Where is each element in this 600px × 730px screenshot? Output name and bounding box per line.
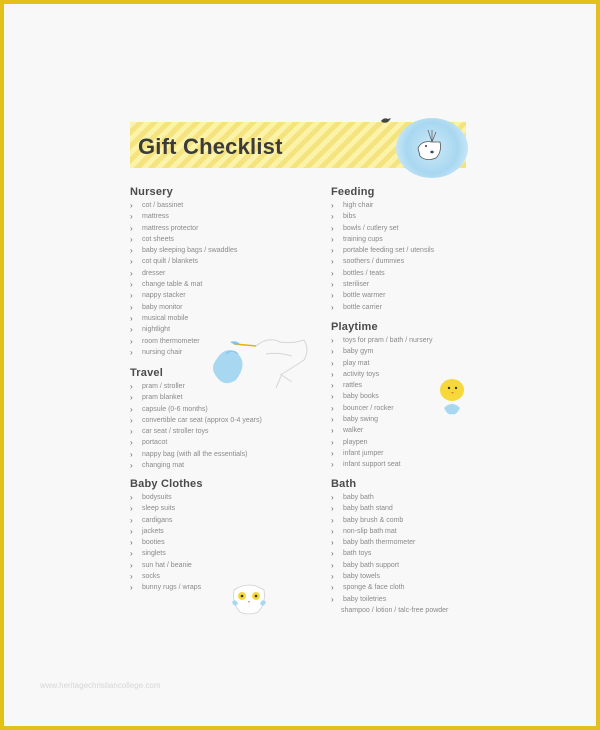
list-item: › bowls / cutlery set xyxy=(331,223,399,233)
chevron-icon: › xyxy=(130,538,133,548)
chevron-icon: › xyxy=(130,382,133,391)
list-item: › musical mobile xyxy=(130,313,189,323)
list-item: › baby toiletries xyxy=(331,594,387,604)
chevron-icon: › xyxy=(130,325,133,335)
list-item: › baby sleeping bags / swaddles xyxy=(130,246,238,256)
chevron-icon: › xyxy=(331,369,334,379)
list-item: › cot / bassinet xyxy=(130,201,184,210)
list-item: shampoo / lotion / talc-free powder xyxy=(341,606,449,614)
page-title: Gift Checklist xyxy=(138,134,283,159)
chevron-icon: › xyxy=(331,392,334,402)
section-heading: Feeding xyxy=(331,186,375,198)
chevron-icon: › xyxy=(331,291,334,301)
list-item: › bottles / teats xyxy=(331,268,385,278)
chevron-icon: › xyxy=(331,280,334,290)
list-item: › steriliser xyxy=(331,280,370,290)
list-item: › sponge & face cloth xyxy=(331,583,405,593)
list-item: › baby bath xyxy=(331,493,374,502)
list-item: › infant jumper xyxy=(331,448,384,458)
list-item: › portable feeding set / utensils xyxy=(331,246,435,256)
section-heading: Bath xyxy=(331,478,357,490)
list-item: › baby gym xyxy=(331,347,374,357)
list-item: › bodysuits xyxy=(130,493,172,502)
section-playtime xyxy=(331,321,432,471)
list-item: › booties xyxy=(130,538,165,548)
chevron-icon: › xyxy=(331,560,334,570)
list-item: › infant support seat xyxy=(331,460,401,470)
chevron-icon: › xyxy=(331,246,334,256)
list-item: › bouncer / rocker xyxy=(331,403,394,413)
section-heading: Playtime xyxy=(331,321,378,333)
chevron-icon: › xyxy=(331,201,334,210)
chevron-icon: › xyxy=(130,246,133,256)
chevron-icon: › xyxy=(130,223,133,233)
list-item: › baby swing xyxy=(331,415,379,425)
owl-icon xyxy=(228,582,270,616)
chevron-icon: › xyxy=(331,381,334,391)
chevron-icon: › xyxy=(331,538,334,548)
section-heading: Baby Clothes xyxy=(130,478,203,490)
chevron-icon: › xyxy=(331,257,334,267)
chevron-icon: › xyxy=(331,358,334,368)
chevron-icon: › xyxy=(130,234,133,244)
list-item: › convertible car seat (approx 0-4 years) xyxy=(130,415,262,425)
chevron-icon: › xyxy=(130,347,133,357)
chevron-icon: › xyxy=(331,572,334,582)
list-item: › sun hat / beanie xyxy=(130,560,192,570)
list-item: › portacot xyxy=(130,438,168,448)
list-item: › sleep suits xyxy=(130,504,176,514)
chevron-icon: › xyxy=(331,234,334,244)
list-item: › rattles xyxy=(331,381,363,391)
chevron-icon: › xyxy=(331,403,334,413)
list-item: › toys for pram / bath / nursery xyxy=(331,336,433,345)
list-item: › activity toys xyxy=(331,369,380,379)
chevron-icon: › xyxy=(130,268,133,278)
list-item: › room thermometer xyxy=(130,336,200,346)
list-item: › baby bath support xyxy=(331,560,400,570)
chevron-icon: › xyxy=(130,280,133,290)
chevron-icon: › xyxy=(130,583,133,593)
chevron-icon: › xyxy=(331,515,334,525)
chevron-icon: › xyxy=(130,404,133,414)
chevron-icon: › xyxy=(331,504,334,514)
chevron-icon: › xyxy=(130,336,133,346)
section-bath xyxy=(331,478,448,616)
list-item: › singlets xyxy=(130,549,166,559)
list-item: › baby bath thermometer xyxy=(331,538,416,548)
list-item: › nursing chair xyxy=(130,347,183,357)
list-item: › bottle warmer xyxy=(331,291,386,301)
list-item: › changing mat xyxy=(130,461,185,471)
chevron-icon: › xyxy=(130,526,133,536)
list-item: › cot sheets xyxy=(130,234,174,244)
bird-on-blob-icon xyxy=(396,118,468,178)
list-item: › walker xyxy=(331,426,364,436)
section-feeding xyxy=(331,186,434,313)
list-item: › bath toys xyxy=(331,549,372,559)
list-item: › bunny rugs / wraps xyxy=(130,583,202,593)
chevron-icon: › xyxy=(331,583,334,593)
list-item: › high chair xyxy=(331,201,374,210)
list-item: › pram / stroller xyxy=(130,382,185,391)
list-item: › nappy bag (with all the essentials) xyxy=(130,449,248,459)
chevron-icon: › xyxy=(130,549,133,559)
chevron-icon: › xyxy=(130,291,133,301)
chevron-icon: › xyxy=(331,302,334,312)
chevron-icon: › xyxy=(130,427,133,437)
chevron-icon: › xyxy=(130,257,133,267)
section-heading: Nursery xyxy=(130,186,173,198)
list-item: › play mat xyxy=(331,358,370,368)
chevron-icon: › xyxy=(130,515,133,525)
list-item: › playpen xyxy=(331,437,368,447)
chevron-icon: › xyxy=(331,448,334,458)
chevron-icon: › xyxy=(331,426,334,436)
list-item: › training cups xyxy=(331,234,383,244)
chevron-icon: › xyxy=(130,461,133,471)
chevron-icon: › xyxy=(331,594,334,604)
stork-bundle-icon xyxy=(206,330,318,392)
chevron-icon: › xyxy=(130,560,133,570)
list-item: › nightlight xyxy=(130,325,171,335)
chevron-icon: › xyxy=(331,460,334,470)
list-item: › pram blanket xyxy=(130,393,183,403)
chevron-icon: › xyxy=(331,493,334,502)
list-item: › soothers / dummies xyxy=(331,257,405,267)
small-bird-icon xyxy=(380,116,392,124)
chevron-icon: › xyxy=(331,437,334,447)
list-item: › jackets xyxy=(130,526,164,536)
list-item: › baby brush & comb xyxy=(331,515,404,525)
section-baby-clothes xyxy=(130,478,203,594)
list-item: › dresser xyxy=(130,268,166,278)
watermark: www.heritagechristiancollege.com xyxy=(40,681,161,690)
chevron-icon: › xyxy=(331,223,334,233)
list-item: › cardigans xyxy=(130,515,173,525)
chevron-icon: › xyxy=(130,201,133,210)
list-item: › bottle carrier xyxy=(331,302,382,312)
list-item: › baby books xyxy=(331,392,379,402)
chevron-icon: › xyxy=(331,549,334,559)
chevron-icon: › xyxy=(130,493,133,502)
list-item: › mattress xyxy=(130,212,169,222)
chevron-icon: › xyxy=(130,572,133,582)
chevron-icon: › xyxy=(130,212,133,222)
chevron-icon: › xyxy=(331,347,334,357)
chevron-icon: › xyxy=(331,212,334,222)
list-item: › cot quilt / blankets xyxy=(130,257,199,267)
chevron-icon: › xyxy=(130,504,133,514)
list-item: › car seat / stroller toys xyxy=(130,427,209,437)
list-item: › nappy stacker xyxy=(130,291,186,301)
list-item: › non-slip bath mat xyxy=(331,526,397,536)
list-item: › socks xyxy=(130,572,160,582)
chevron-icon: › xyxy=(331,336,334,345)
list-item: › baby towels xyxy=(331,572,380,582)
chick-icon xyxy=(432,374,472,420)
list-item: › baby bath stand xyxy=(331,504,393,514)
chevron-icon: › xyxy=(331,268,334,278)
chevron-icon: › xyxy=(130,302,133,312)
chevron-icon: › xyxy=(130,438,133,448)
list-item: › baby monitor xyxy=(130,302,183,312)
chevron-icon: › xyxy=(331,415,334,425)
list-item: › change table & mat xyxy=(130,280,203,290)
chevron-icon: › xyxy=(130,449,133,459)
section-heading: Travel xyxy=(130,367,164,379)
chevron-icon: › xyxy=(331,526,334,536)
chevron-icon: › xyxy=(130,313,133,323)
list-item: › mattress protector xyxy=(130,223,199,233)
list-item: › bibs xyxy=(331,212,356,222)
chevron-icon: › xyxy=(130,415,133,425)
chevron-icon: › xyxy=(130,393,133,403)
list-item: › capsule (0-6 months) xyxy=(130,404,208,414)
